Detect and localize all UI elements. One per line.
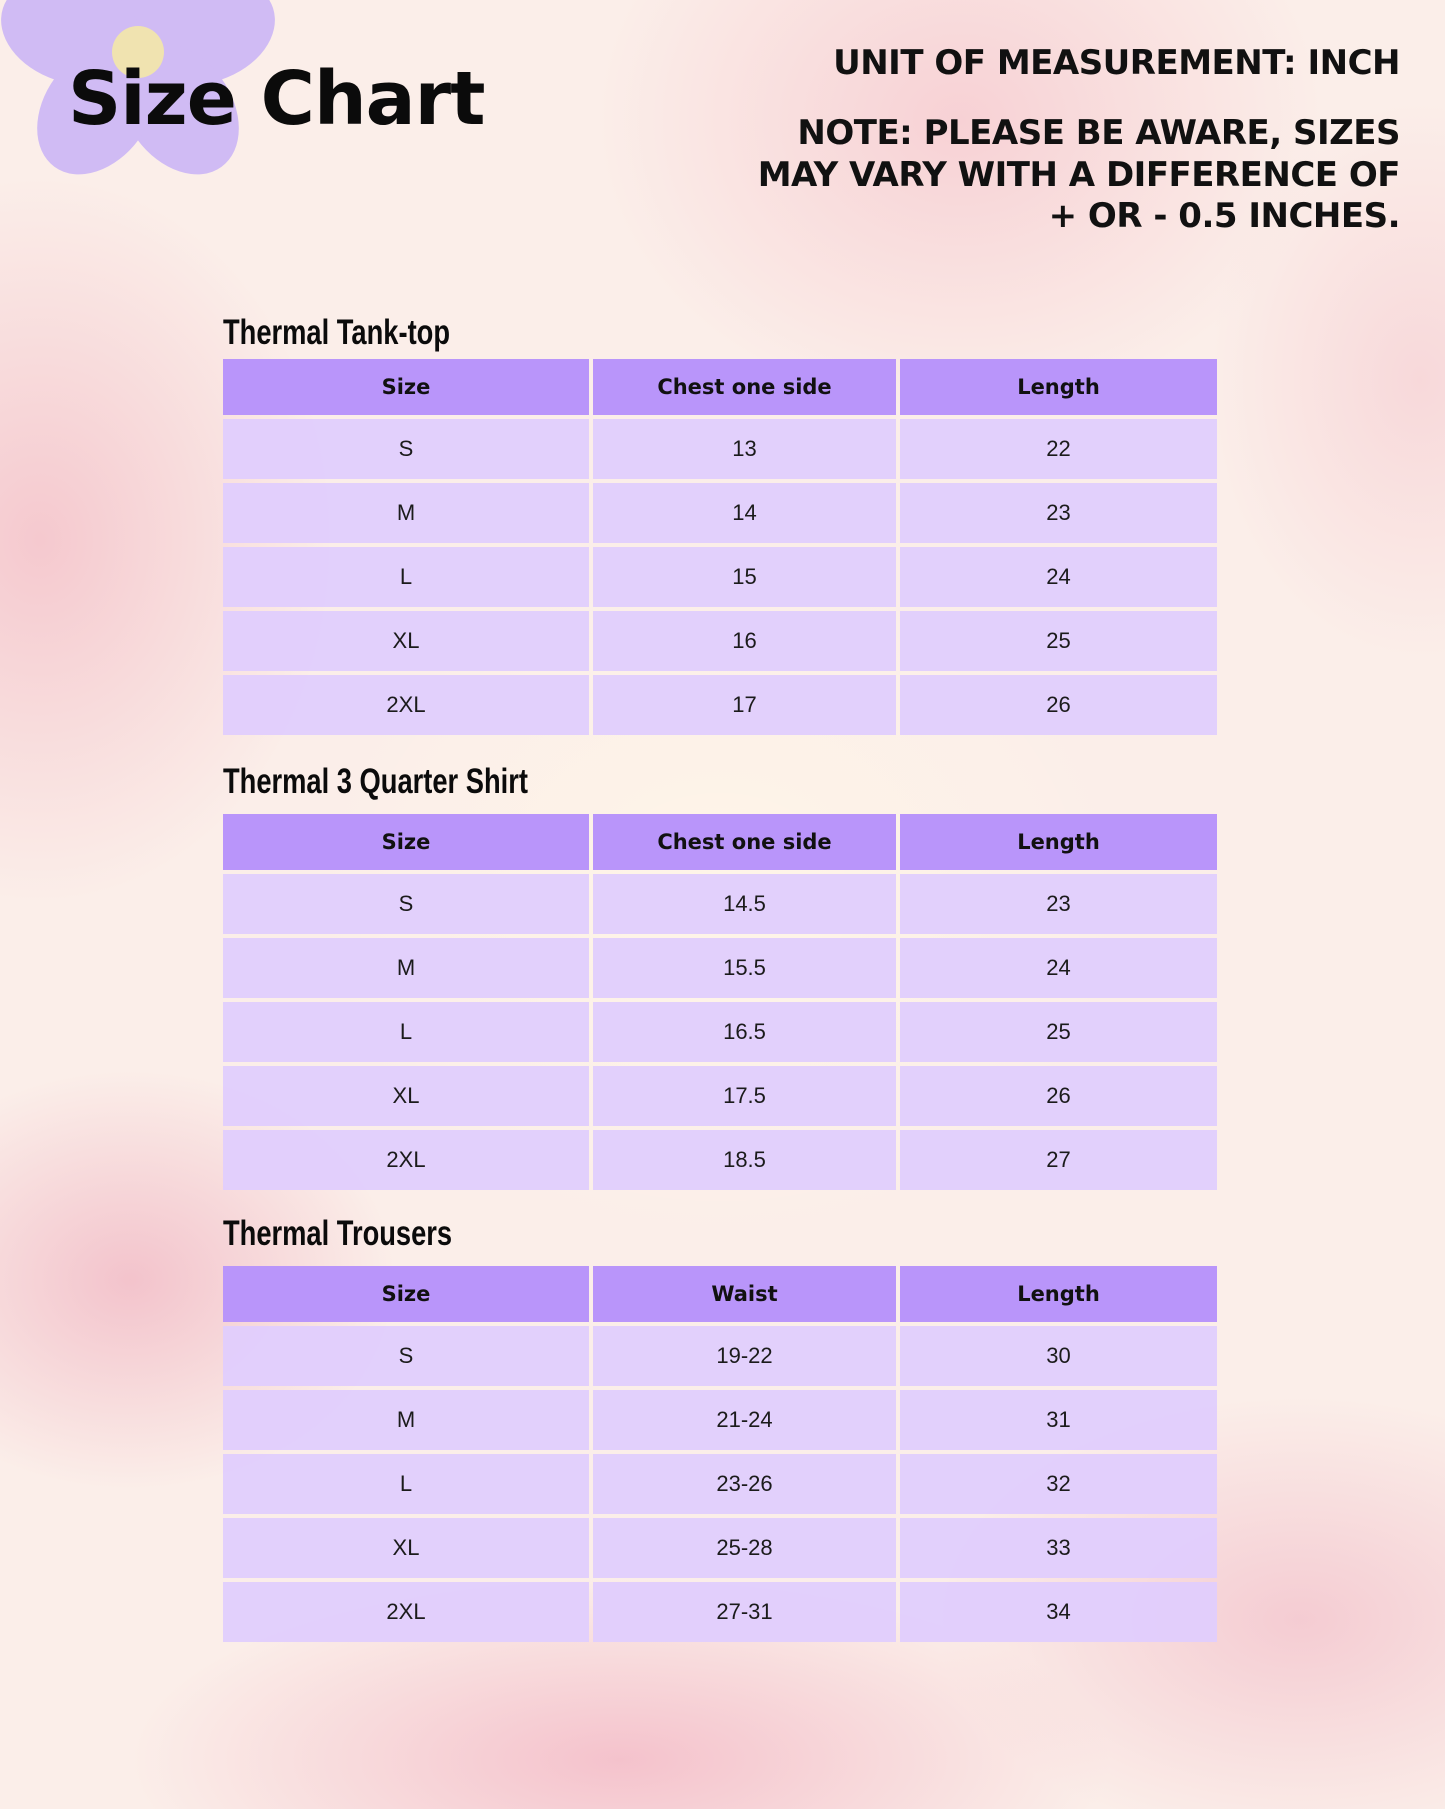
size-cell: 2XL	[223, 1130, 589, 1190]
waist-cell: 25-28	[593, 1518, 896, 1578]
table-row	[223, 611, 1221, 671]
table-row	[223, 675, 1221, 735]
table-header-row	[223, 359, 1221, 415]
three-quarter-shirt-section	[223, 756, 1221, 1194]
length-cell: 25	[900, 1002, 1217, 1062]
length-cell: 26	[900, 675, 1217, 735]
column-header: Chest one side	[593, 814, 896, 870]
table-title: Thermal 3 Quarter Shirt	[223, 762, 528, 801]
page-title: Size Chart	[68, 56, 485, 142]
table-row	[223, 1582, 1221, 1642]
table-row	[223, 1002, 1221, 1062]
table-row	[223, 874, 1221, 934]
size-cell: L	[223, 1002, 589, 1062]
table-row	[223, 419, 1221, 479]
chest-cell: 15	[593, 547, 896, 607]
column-header: Length	[900, 359, 1217, 415]
size-cell: 2XL	[223, 1582, 589, 1642]
tank-top-section	[223, 307, 1221, 739]
chest-cell: 14.5	[593, 874, 896, 934]
table-row	[223, 483, 1221, 543]
measurement-notes	[680, 44, 1400, 238]
column-header: Length	[900, 814, 1217, 870]
length-cell: 31	[900, 1390, 1217, 1450]
trousers-section	[223, 1208, 1221, 1646]
size-cell: L	[223, 1454, 589, 1514]
length-cell: 25	[900, 611, 1217, 671]
table-title: Thermal Trousers	[223, 1214, 453, 1253]
table-row	[223, 938, 1221, 998]
waist-cell: 19-22	[593, 1326, 896, 1386]
size-cell: S	[223, 874, 589, 934]
table-title: Thermal Tank-top	[223, 313, 451, 352]
variance-note-line-1: NOTE: PLEASE BE AWARE, SIZES	[797, 113, 1400, 154]
waist-cell: 21-24	[593, 1390, 896, 1450]
column-header: Size	[223, 359, 589, 415]
length-cell: 26	[900, 1066, 1217, 1126]
size-cell: XL	[223, 1518, 589, 1578]
chest-cell: 14	[593, 483, 896, 543]
size-cell: 2XL	[223, 675, 589, 735]
unit-of-measurement: UNIT OF MEASUREMENT: INCH	[833, 43, 1400, 83]
chest-cell: 17.5	[593, 1066, 896, 1126]
table-header-row	[223, 1266, 1221, 1322]
waist-cell: 27-31	[593, 1582, 896, 1642]
size-cell: S	[223, 1326, 589, 1386]
column-header: Size	[223, 814, 589, 870]
length-cell: 22	[900, 419, 1217, 479]
size-cell: XL	[223, 1066, 589, 1126]
size-cell: L	[223, 547, 589, 607]
length-cell: 24	[900, 938, 1217, 998]
length-cell: 23	[900, 483, 1217, 543]
length-cell: 34	[900, 1582, 1217, 1642]
table-row	[223, 1518, 1221, 1578]
variance-note-line-3: + OR - 0.5 INCHES.	[1048, 196, 1400, 237]
size-cell: M	[223, 1390, 589, 1450]
chest-cell: 16.5	[593, 1002, 896, 1062]
table-row	[223, 1130, 1221, 1190]
table-row	[223, 1390, 1221, 1450]
size-cell: M	[223, 938, 589, 998]
length-cell: 30	[900, 1326, 1217, 1386]
column-header: Chest one side	[593, 359, 896, 415]
chest-cell: 17	[593, 675, 896, 735]
column-header: Length	[900, 1266, 1217, 1322]
table-row	[223, 1454, 1221, 1514]
length-cell: 27	[900, 1130, 1217, 1190]
size-cell: M	[223, 483, 589, 543]
waist-cell: 23-26	[593, 1454, 896, 1514]
length-cell: 32	[900, 1454, 1217, 1514]
chest-cell: 13	[593, 419, 896, 479]
chest-cell: 18.5	[593, 1130, 896, 1190]
table-row	[223, 1326, 1221, 1386]
chest-cell: 16	[593, 611, 896, 671]
variance-note-line-2: MAY VARY WITH A DIFFERENCE OF	[757, 154, 1400, 195]
column-header: Waist	[593, 1266, 896, 1322]
table-row	[223, 547, 1221, 607]
length-cell: 23	[900, 874, 1217, 934]
table-row	[223, 1066, 1221, 1126]
length-cell: 24	[900, 547, 1217, 607]
length-cell: 33	[900, 1518, 1217, 1578]
table-header-row	[223, 814, 1221, 870]
size-cell: S	[223, 419, 589, 479]
size-cell: XL	[223, 611, 589, 671]
column-header: Size	[223, 1266, 589, 1322]
chest-cell: 15.5	[593, 938, 896, 998]
